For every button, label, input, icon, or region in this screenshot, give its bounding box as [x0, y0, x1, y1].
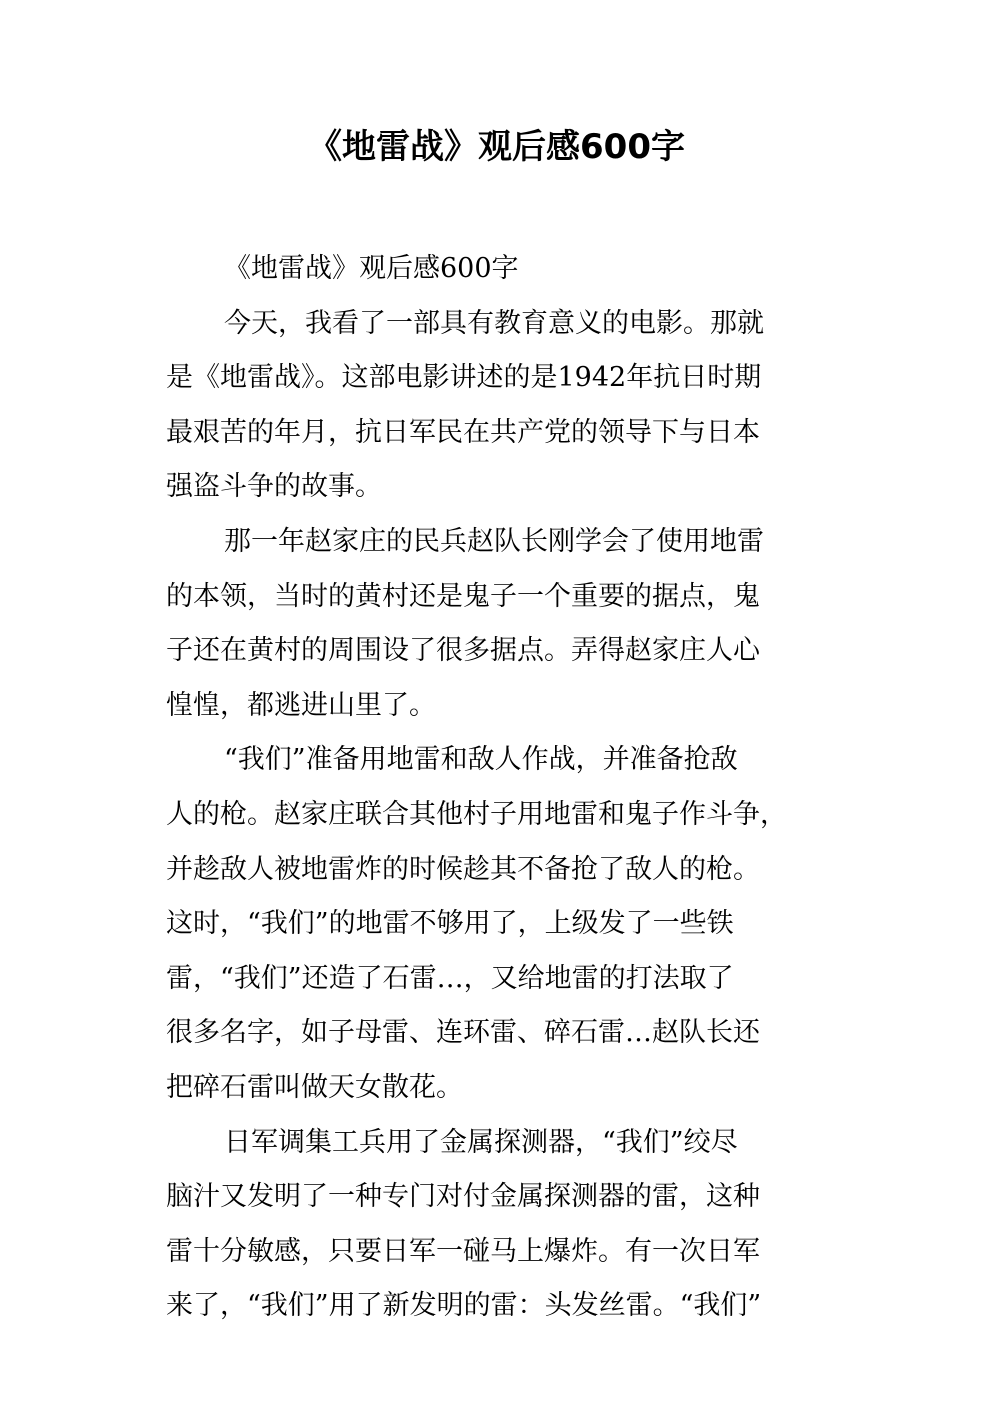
paragraph-3-line-7: 把碎石雷叫做天女散花。 — [166, 1071, 463, 1103]
paragraph-3-line-5: 雷，“我们”还造了石雷…，又给地雷的打法取了 — [166, 962, 734, 994]
paragraph-2-line-1: 那一年赵家庄的民兵赵队长刚学会了使用地雷 — [224, 525, 764, 557]
paragraph-3-line-1: “我们”准备用地雷和敌人作战，并准备抢敌 — [224, 744, 738, 776]
paragraph-3-line-3: 并趁敌人被地雷炸的时候趁其不备抢了敌人的枪。 — [166, 853, 760, 885]
paragraph-1-line-1: 今天，我看了一部具有教育意义的电影。那就 — [224, 307, 764, 339]
document-body — [166, 242, 846, 1334]
paragraph-4-line-3: 雷十分敏感，只要日军一碰马上爆炸。有一次日军 — [166, 1235, 760, 1267]
paragraph-4-line-2: 脑汁又发明了一种专门对付金属探测器的雷，这种 — [166, 1181, 760, 1213]
paragraph-4-line-1: 日军调集工兵用了金属探测器，“我们”绞尽 — [224, 1126, 738, 1158]
paragraph-1-line-2: 是《地雷战》。这部电影讲述的是1942年抗日时期 — [166, 362, 762, 394]
paragraph-3-line-2: 人的枪。赵家庄联合其他村子用地雷和鬼子作斗争， — [166, 798, 787, 830]
paragraph-2-line-2: 的本领，当时的黄村还是鬼子一个重要的据点，鬼 — [166, 580, 760, 612]
paragraph-2-line-3: 子还在黄村的周围设了很多据点。弄得赵家庄人心 — [166, 635, 760, 667]
paragraph-4-line-4: 来了，“我们”用了新发明的雷：头发丝雷。“我们” — [166, 1290, 762, 1322]
paragraph-3-line-6: 很多名字，如子母雷、连环雷、碎石雷…赵队长还 — [166, 1017, 760, 1049]
paragraph-3-line-4: 这时，“我们”的地雷不够用了，上级发了一些铁 — [166, 908, 734, 940]
paragraph-2-line-4: 惶惶，都逃进山里了。 — [166, 689, 436, 721]
subtitle-line: 《地雷战》观后感600字 — [224, 253, 519, 284]
paragraph-1-line-3: 最艰苦的年月，抗日军民在共产党的领导下与日本 — [166, 416, 760, 448]
paragraph-1-line-4: 强盗斗争的故事。 — [166, 471, 382, 503]
document-title: 《地雷战》观后感600字 — [308, 127, 685, 167]
